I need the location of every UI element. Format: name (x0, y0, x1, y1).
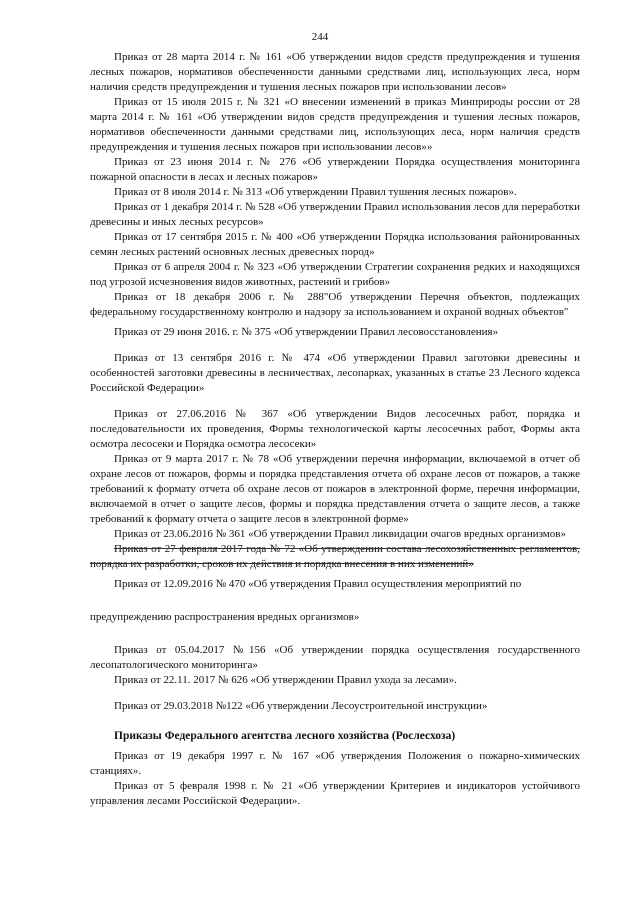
order-paragraph: Приказ от 5 февраля 1998 г. № 21 «Об утверждении Критериев и индикаторов устойчивого управления лесами Российской Федерации». (90, 780, 580, 807)
order-paragraph: Приказ от 6 апреля 2004 г. № 323 «Об утверждении Стратегии сохранения редких и находящихся под угрозой исчезновения видов животных, растений и грибов» (90, 261, 580, 288)
order-paragraph: Приказ от 23.06.2016 № 361 «Об утверждении Правил ликвидации очагов вредных организмов» (114, 528, 566, 540)
order-paragraph: Приказ от 29 июня 2016. г. № 375 «Об утверждении Правил лесовосстановления» (114, 326, 499, 338)
struck-order-paragraph: Приказ от 27 февраля 2017 года № 72 «Об утверждении состава лесохозяйственных регламентов, порядка их разработки, сроков их действия и порядка внесения в них изменений» (90, 543, 580, 570)
order-paragraph: Приказ от 8 июля 2014 г. № 313 «Об утверждении Правил тушения лесных пожаров». (114, 186, 517, 198)
order-paragraph: Приказ от 1 декабря 2014 г. № 528 «Об утверждении Правил использования лесов для переработки древесины и иных лесных ресурсов» (90, 201, 580, 228)
section-heading: Приказы Федерального агентства лесного хозяйства (Рослесхоза) (114, 730, 456, 742)
order-paragraph: Приказ от 17 сентября 2015 г. № 400 «Об утверждении Порядка использования районированных семян лесных растений основных лесных древесных пород» (90, 231, 580, 258)
order-paragraph: Приказ от 29.03.2018 №122 «Об утверждении Лесоустроительной инструкции» (114, 700, 488, 712)
order-paragraph-continuation: предупреждению распространения вредных организмов» (90, 611, 360, 623)
order-paragraph: Приказ от 12.09.2016 № 470 «Об утверждения Правил осуществления мероприятий по (114, 578, 522, 590)
order-paragraph: Приказ от 27.06.2016 № 367 «Об утверждении Видов лесосечных работ, порядка и последовательности их проведения, Формы технологической карты лесосечных работ, Формы акта осмотра лесосеки и Порядка осмотра лесосеки» (90, 408, 580, 450)
order-paragraph: Приказ от 13 сентября 2016 г. № 474 «Об утверждении Правил заготовки древесины и особенностей заготовки древесины в лесничествах, лесопарках, указанных в статье 23 Лесного кодекса Российской Федерации» (90, 352, 580, 394)
order-paragraph: Приказ от 19 декабря 1997 г. № 167 «Об утверждения Положения о пожарно-химических станциях». (90, 750, 580, 777)
order-paragraph: Приказ от 22.11. 2017 № 626 «Об утверждении Правил ухода за лесами». (114, 674, 457, 686)
page-number: 244 (311, 31, 329, 43)
order-paragraph: Приказ от 28 марта 2014 г. № 161 «Об утверждении видов средств предупреждения и тушения лесных пожаров, нормативов обеспеченности данными средствами лиц, использующих леса, норм наличия средств предупреждения и тушения лесных пожаров при использовании лесов» (90, 51, 580, 93)
order-paragraph: Приказ от 15 июля 2015 г. № 321 «О внесении изменений в приказ Минприроды россии от 28 марта 2014 г. № 161 «Об утверждении видов средств предупреждения и тушения лесных пожаров, нормативов обеспеченности данными средствами лиц, использующих леса, норм наличия средств предупреждения и тушения лесных пожаров при использовании лесов»» (90, 96, 580, 153)
order-paragraph: Приказ от 05.04.2017 №156 «Об утверждении порядка осуществления государственного лесопатологического мониторинга» (90, 644, 580, 671)
order-paragraph: Приказ от 9 марта 2017 г. № 78 «Об утверждении перечня информации, включаемой в отчет об охране лесов от пожаров, формы и порядка представления отчета об охране лесов от пожаров, а также требований к формату отчета об охране лесов от пожаров в электронной форме, перечня информации, включаемой в отчет о защите лесов, формы и порядка представления отчета о защите лесов, а также требований к формату отчета о защите лесов в электронной форме» (90, 453, 580, 525)
order-paragraph: Приказ от 23 июня 2014 г. № 276 «Об утверждении Порядка осуществления мониторинга пожарной опасности в лесах и лесных пожаров» (90, 156, 580, 183)
order-paragraph: Приказ от 18 декабря 2006 г. № 288"Об утверждении Перечня объектов, подлежащих федеральному государственному контролю и надзору за использованием и охраной водных объектов" (90, 291, 580, 318)
document-body (90, 50, 580, 809)
